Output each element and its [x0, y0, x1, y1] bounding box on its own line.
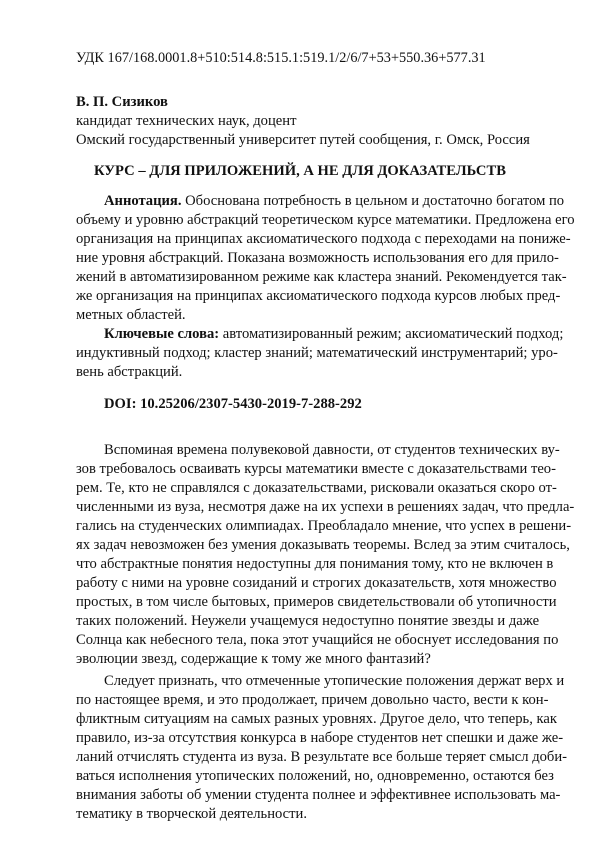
body-line: таких положений. Неужели учащемуся недоступно понятие звезды и даже [76, 611, 533, 631]
body-line: простых, в том числе бытовых, примеров свидетельствовали об утопичности [76, 592, 533, 612]
abstract-line: жений в автоматизированном режиме как кластера знаний. Рекомендуется так- [76, 267, 533, 287]
doi-value: : 10.25206/2307-5430-2019-7-288-292 [132, 396, 362, 412]
body-line: тематику в творческой деятельности. [76, 804, 307, 824]
body-line: гались на студенческих олимпиадах. Преобладало мнение, что успех в решени- [76, 516, 533, 536]
abstract-text: Обоснована потребность в цельном и достаточно богатом по [181, 193, 564, 209]
body-line: Следует признать, что отмеченные утопические положения держат верх и [104, 671, 533, 691]
paper-page [0, 0, 600, 849]
body-line: рем. Те, кто не справлялся с доказательствами, рисковали оказаться скоро от- [76, 478, 533, 498]
body-line: ланий отчислять студента из вуза. В результате все больше теряет смысл доби- [76, 747, 533, 767]
body-line: численными из вуза, несмотря даже на их успехи в решениях задач, что предла- [76, 497, 533, 517]
keywords-line [104, 324, 533, 344]
body-line: зов требовалось осваивать курсы математики вместе с доказательствами тео- [76, 459, 533, 479]
author-affiliation: Омский государственный университет путей сообщения, г. Омск, Россия [76, 130, 530, 150]
udc-code: УДК 167/168.0001.8+510:514.8:515.1:519.1/2/6/7+53+550.36+577.31 [76, 48, 486, 68]
body-line: что абстрактные понятия недоступны для понимания тому, кто не включен в [76, 554, 533, 574]
doi-label: DOI [104, 396, 132, 412]
body-line: правило, из-за отсутствия конкурса в наборе студентов нет спешки и даже же- [76, 728, 533, 748]
body-line: фликтным ситуациям на самых разных уровнях. Другое дело, что теперь, как [76, 709, 533, 729]
body-line: Солнца как небесного тела, пока этот учащийся не обоснует исследования по [76, 630, 533, 650]
keywords-line: вень абстракций. [76, 362, 182, 382]
body-line: по настоящее время, и это продолжает, причем довольно часто, вести к кон- [76, 690, 533, 710]
body-line: ваться исполнения утопических положений, но, одновременно, остаются без [76, 766, 533, 786]
abstract-label: Аннотация. [104, 193, 181, 209]
keywords-text: автоматизированный режим; аксиоматический подход; [219, 326, 563, 342]
abstract-line: ние уровня абстракций. Показана возможность использования его для прило- [76, 248, 533, 268]
body-line: ях задач невозможен без умения доказывать теоремы. Вслед за этим считалось, [76, 535, 533, 555]
body-line: эволюции звезд, содержащие к тому же много фантазий? [76, 649, 431, 669]
body-line: Вспоминая времена полувековой давности, от студентов технических ву- [104, 440, 533, 460]
abstract-line: же организация на принципах аксиоматического подхода курсов любых пред- [76, 286, 533, 306]
abstract-line [104, 191, 533, 211]
paper-title: КУРС – ДЛЯ ПРИЛОЖЕНИЙ, А НЕ ДЛЯ ДОКАЗАТЕЛЬСТВ [0, 161, 600, 181]
abstract-line: метных областей. [76, 305, 186, 325]
abstract-line: организация на принципах аксиоматического подхода с переходами на пониже- [76, 229, 533, 249]
author-name: В. П. Сизиков [76, 92, 168, 112]
keywords-label: Ключевые слова: [104, 326, 219, 342]
body-line: работу с ними на уровне созиданий и строгих доказательств, хотя множество [76, 573, 533, 593]
body-line: внимания заботы об умении студента полнее и эффективнее использовать ма- [76, 785, 533, 805]
keywords-line: индуктивный подход; кластер знаний; математический инструментарий; уро- [76, 343, 533, 363]
doi [104, 394, 362, 414]
abstract-line: объему и уровню абстракций теоретическом курсе математики. Предложена его [76, 210, 533, 230]
author-degree: кандидат технических наук, доцент [76, 111, 296, 131]
